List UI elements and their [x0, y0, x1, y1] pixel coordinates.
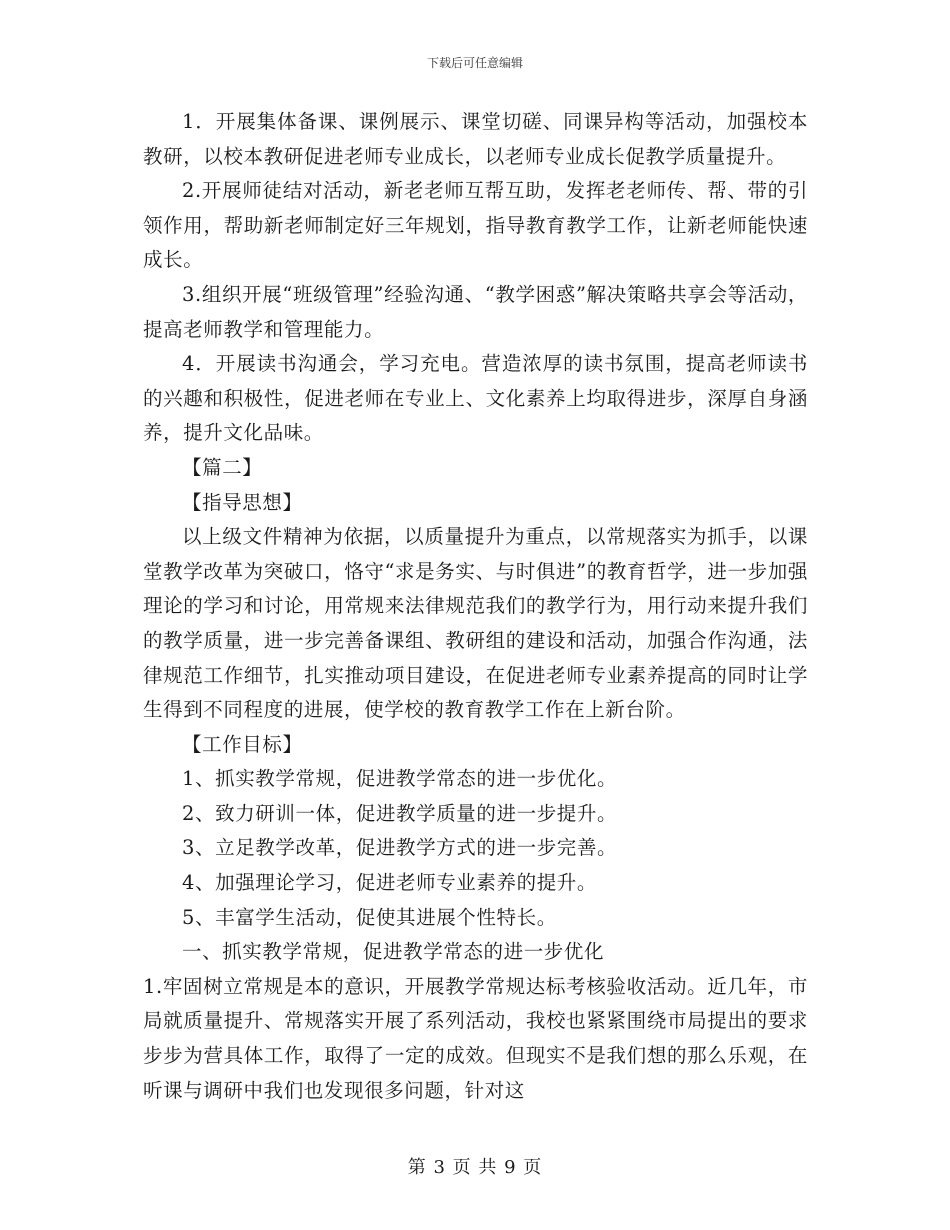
- paragraph-exchange-meeting: 3.组织开展“班级管理”经验沟通、“教学困惑”解决策略共享会等活动，提高老师教学和管理能力。: [143, 282, 808, 341]
- goal-item-1: 1、抓实教学常规，促进教学常态的进一步优化。: [182, 767, 618, 791]
- section-heading-work-goals: 【工作目标】: [182, 732, 303, 756]
- page-number: 第 3 页 共 9 页: [407, 1157, 543, 1178]
- section-heading-guiding-ideology: 【指导思想】: [182, 490, 303, 514]
- paragraph-guiding-ideology: 以上级文件精神为依据，以质量提升为重点，以常规落实为抓手，以课堂教学改革为突破口，恪守“求是务实、与时俱进”的教育哲学，进一步加强理论的学习和讨论，用常规来法律规范我们的教学行为，用行动来提升我们的教学质量，进一步完善备课组、教研组的建设和活动，加强合作沟通，法律规范工作细节，扎实推动项目建设，在促进老师专业素养提高的同时让学生得到不同程度的进展，使学校的教育教学工作在上新台阶。: [143, 525, 808, 722]
- paragraph-reading-session: 4．开展读书沟通会，学习充电。营造浓厚的读书氛围，提高老师读书的兴趣和积极性，促进老师在专业上、文化素养上均取得进步，深厚自身涵养，提升文化品味。: [143, 352, 808, 445]
- document-body: [143, 105, 808, 1108]
- page-header: 下载后可任意编辑: [426, 56, 523, 70]
- paragraph-teaching-research: 1．开展集体备课、课例展示、课堂切磋、同课异构等活动，加强校本教研，以校本教研促进老师专业成长，以老师专业成长促教学质量提升。: [143, 110, 808, 168]
- goal-item-5: 5、丰富学生活动，促使其进展个性特长。: [182, 905, 557, 929]
- section-heading-routine: 一、抓实教学常规，促进教学常态的进一步优化: [182, 940, 605, 964]
- goal-item-3: 3、立足教学改革，促进教学方式的进一步完善。: [182, 836, 618, 860]
- goal-item-2: 2、致力研训一体，促进教学质量的进一步提升。: [182, 801, 618, 825]
- section-heading-part-two: 【篇二】: [182, 455, 263, 479]
- goal-item-4: 4、加强理论学习，促进老师专业素养的提升。: [182, 871, 598, 895]
- paragraph-mentoring: 2.开展师徒结对活动，新老老师互帮互助，发挥老老师传、帮、带的引领作用，帮助新老师制定好三年规划，指导教育教学工作，让新老师能快速成长。: [143, 179, 808, 272]
- paragraph-routine-standard: 1.牢固树立常规是本的意识，开展教学常规达标考核验收活动。近几年，市局就质量提升、常规落实开展了系列活动，我校也紧紧围绕市局提出的要求步步为营具体工作，取得了一定的成效。但现实不是我们想的那么乐观，在听课与调研中我们也发现很多问题，针对这: [143, 974, 808, 1102]
